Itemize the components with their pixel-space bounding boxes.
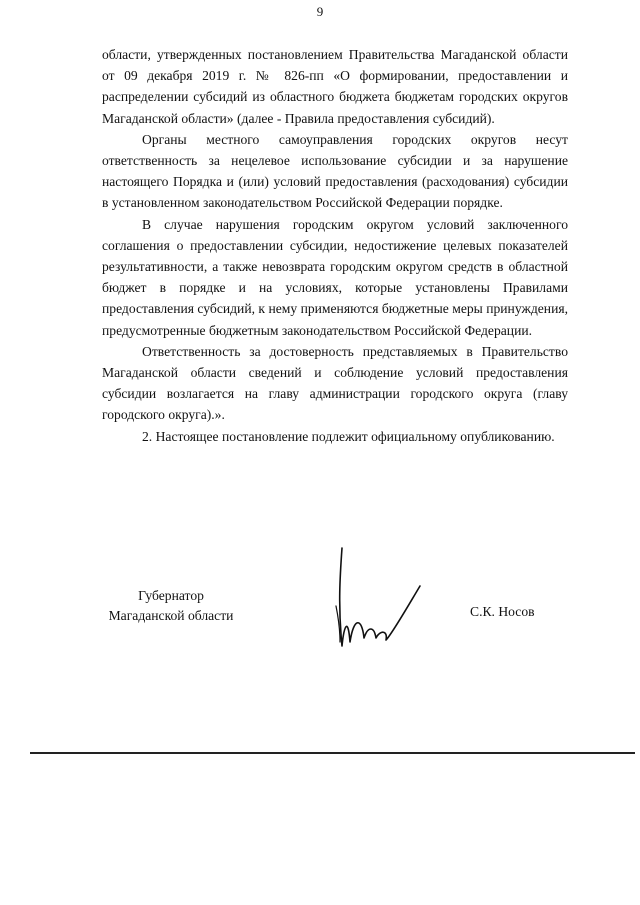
paragraph-continuation: области, утвержденных постановлением Правительства Магаданской области от 09 декабря 2019 г. № 826-пп «О формировании, предоставлении и распределении субсидий из областного бюджета бюджетам городских округов Магаданской области» (далее - Правила предоставления субсидий). [102, 47, 568, 126]
page-number: 9 [316, 4, 324, 19]
paragraph-responsibility: Органы местного самоуправления городских округов несут ответственность за нецелевое использование субсидии и за нарушение настоящего Порядка и (или) условий предоставления (расходования) субсидии в установленном законодательством Российской Федерации порядке. [102, 131, 568, 211]
signer-title-line2: Магаданской области [108, 608, 234, 623]
signer-title-line1: Губернатор [138, 588, 204, 603]
signer-name: С.К. Носов [470, 604, 535, 619]
handwritten-signature [328, 546, 428, 656]
bottom-rule [30, 752, 635, 754]
signer-title [96, 586, 246, 626]
paragraph-violation: В случае нарушения городским округом условий заключенного соглашения о предоставлении субсидии, недостижение целевых показателей результативности, а также невозврата городским округом средств в областной бюджет в порядке и на условиях, которые установлены Правилами предоставления субсидий, к нему применяются бюджетные меры принуждения, предусмотренные бюджетным законодательством Российской Федерации. [102, 216, 568, 338]
paragraph-accuracy: Ответственность за достоверность представляемых в Правительство Магаданской области сведений и соблюдение условий предоставления субсидии возлагается на главу администрации городского округа (главу городского округа).». [102, 343, 568, 423]
document-body [102, 44, 568, 447]
paragraph-publication: 2. Настоящее постановление подлежит официальному опубликованию. [142, 428, 555, 444]
